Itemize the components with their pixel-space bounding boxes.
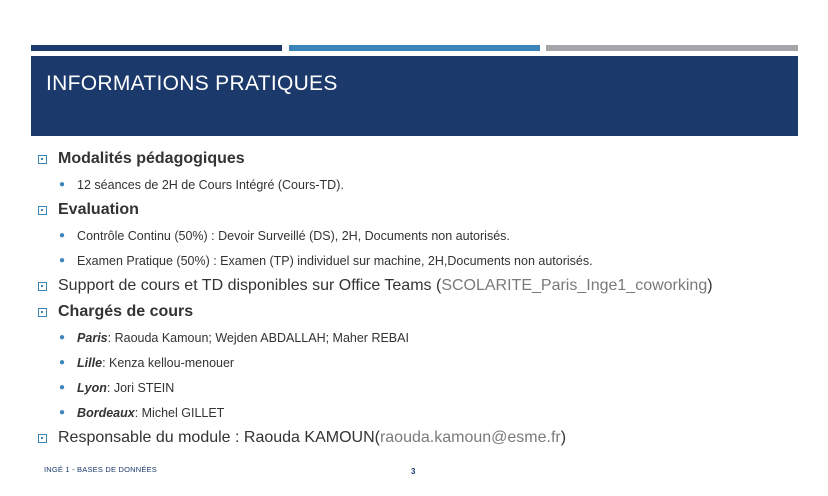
city-value: : Raouda Kamoun; Wejden ABDALLAH; Maher REBAI (107, 330, 409, 345)
paren-close: ) (560, 429, 567, 446)
city-value: : Jori STEIN (106, 380, 175, 395)
section-responsable (38, 425, 808, 451)
support-text (58, 277, 713, 295)
square-bullet-icon (38, 282, 47, 291)
city-value: : Kenza kellou-menouer (102, 355, 235, 370)
section-heading: Chargés de cours (58, 303, 194, 320)
footer-course-label: INGÉ 1 - BASES DE DONNÉES (44, 465, 157, 474)
teams-channel-link[interactable]: SCOLARITE_Paris_Inge1_coworking (441, 277, 708, 294)
responsable-label: Responsable du module : Raouda KAMOUN (58, 429, 375, 446)
square-bullet-icon (38, 155, 47, 164)
accent-bar-blue (289, 45, 540, 51)
square-bullet-icon (38, 206, 47, 215)
dot-bullet-icon: ● (59, 357, 66, 368)
support-label: Support de cours et TD disponibles sur Office Teams (58, 277, 432, 294)
accent-bar-dark (31, 45, 282, 51)
title-band (31, 56, 798, 136)
dot-bullet-icon: ● (59, 332, 66, 343)
item-text: Examen Pratique (50%) : Examen (TP) individuel sur machine, 2H,Documents non autorisés. (77, 253, 593, 268)
dot-bullet-icon: ● (59, 407, 66, 418)
item-text: Contrôle Continu (50%) : Devoir Surveillé (DS), 2H, Documents non autorisés. (77, 228, 510, 243)
section-heading: Evaluation (58, 201, 139, 218)
page-number: 3 (411, 467, 416, 476)
city-label: Lyon (77, 380, 107, 395)
paren-close: ) (707, 277, 713, 294)
section-charges (38, 299, 808, 325)
list-item (38, 223, 808, 248)
section-heading: Modalités pédagogiques (58, 150, 245, 167)
dot-bullet-icon: ● (59, 255, 66, 266)
item-text: 12 séances de 2H de Cours Intégré (Cours-TD). (77, 177, 344, 192)
square-bullet-icon (38, 308, 47, 317)
list-item (38, 248, 808, 273)
list-item (38, 172, 808, 197)
paren-open: ( (431, 277, 442, 294)
city-value: : Michel GILLET (134, 405, 225, 420)
section-modalites (38, 146, 808, 172)
dot-bullet-icon: ● (59, 179, 66, 190)
list-item (38, 375, 808, 400)
dot-bullet-icon: ● (59, 382, 66, 393)
city-label: Lille (77, 355, 103, 370)
list-item (38, 400, 808, 425)
city-label: Paris (77, 330, 108, 345)
slide-content (38, 146, 808, 451)
email-link[interactable]: raouda.kamoun@esme.fr (379, 429, 561, 446)
square-bullet-icon (38, 434, 47, 443)
slide-title: INFORMATIONS PRATIQUES (46, 72, 338, 95)
section-evaluation (38, 197, 808, 223)
accent-bar-grey (546, 45, 798, 51)
city-label: Bordeaux (77, 405, 135, 420)
responsable-text (58, 429, 566, 447)
paren-open: ( (374, 429, 380, 446)
list-item (38, 350, 808, 375)
section-support (38, 273, 808, 299)
list-item (38, 325, 808, 350)
dot-bullet-icon: ● (59, 230, 66, 241)
